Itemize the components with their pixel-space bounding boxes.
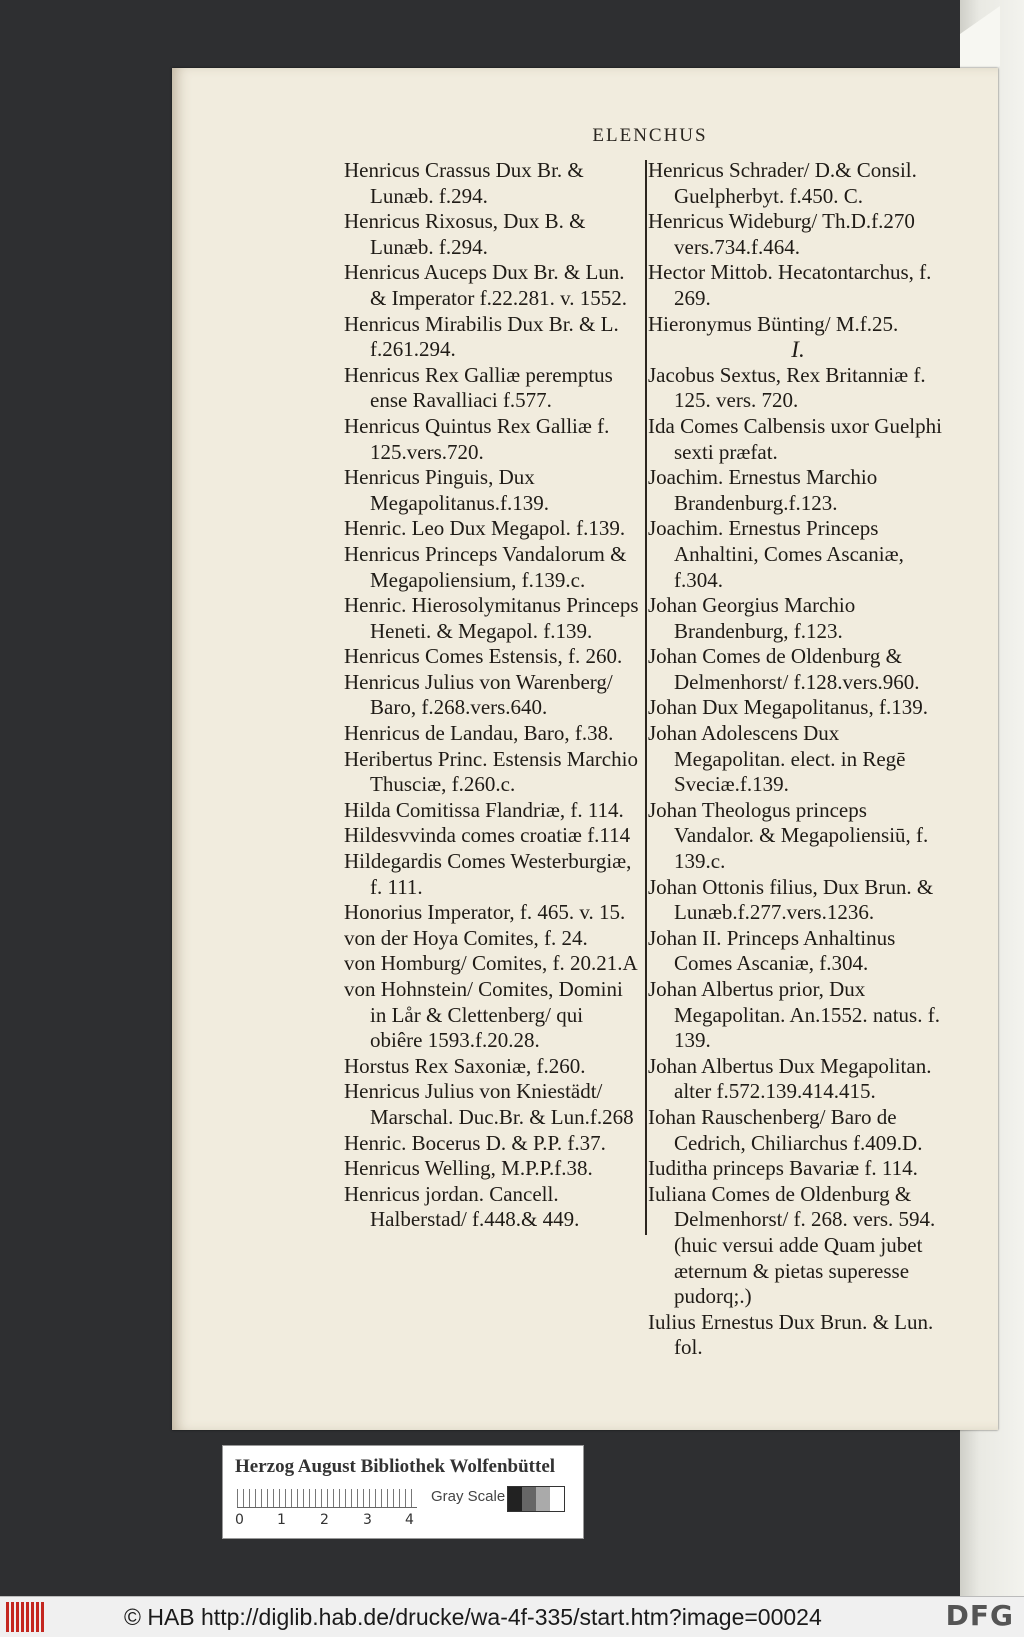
index-entry: Johan Dux Megapolitanus, f.139. — [648, 695, 928, 720]
index-entry: Johan Theologus princeps Vandalor. & Megapoliensiū, f. 139.c. — [648, 797, 929, 874]
index-letter-heading: I. — [791, 337, 805, 363]
index-entry: Heribertus Princ. Estensis Marchio Thusciæ, f.260.c. — [344, 746, 638, 797]
source-url[interactable]: © HAB http://diglib.hab.de/drucke/wa-4f-335/start.htm?image=00024 — [124, 1603, 822, 1630]
ruler-number: 0 — [235, 1512, 244, 1528]
index-entry: Johan Comes de Oldenburg & Delmenhorst/ f.128.vers.960. — [648, 644, 920, 694]
index-entry: Honorius Imperator, f. 465. v. 15. — [344, 900, 626, 925]
index-entry: Henricus Mirabilis Dux Br. & L. f.261.294. — [344, 311, 619, 362]
index-entry: Henricus Pinguis, Dux Megapolitanus.f.139. — [344, 465, 550, 515]
gray-swatch — [522, 1487, 536, 1511]
index-entry: Henricus Rex Galliæ peremptus ense Ravalliaci f.577. — [344, 362, 613, 413]
index-entry: Horstus Rex Saxoniæ, f.260. — [344, 1053, 586, 1078]
index-entry: Henricus de Landau, Baro, f.38. — [344, 721, 614, 746]
index-entry: Iulius Ernestus Dux Brun. & Lun. fol. — [648, 1309, 934, 1360]
index-column-right — [648, 158, 948, 1361]
index-entry: Hieronymus Bünting/ M.f.25. — [648, 311, 899, 336]
ruler-number: 2 — [320, 1512, 329, 1528]
index-entry: Henricus Quintus Rex Galliæ f. 125.vers.720. — [344, 413, 610, 464]
viewer-footer-bar — [0, 1596, 1024, 1637]
index-entry: Hildesvvinda comes croatiæ f.114 — [344, 823, 631, 848]
index-entry: Henricus Princeps Vandalorum & Megapoliensium, f.139.c. — [344, 541, 627, 592]
library-color-card — [222, 1445, 584, 1539]
ruler-number: 3 — [363, 1512, 372, 1528]
index-entry: Iuditha princeps Bavariæ f. 114. — [648, 1156, 918, 1181]
gray-scale-label: Gray Scale — [431, 1488, 506, 1505]
gray-scale-swatches — [507, 1486, 565, 1512]
index-entry: Ida Comes Calbensis uxor Guelphi sexti præfat. — [648, 413, 942, 464]
index-entry: von der Hoya Comites, f. 24. — [344, 925, 588, 950]
index-entry: Henric. Leo Dux Megapol. f.139. — [344, 516, 626, 541]
barcode-icon — [6, 1602, 46, 1632]
index-entry: Jacobus Sextus, Rex Britanniæ f. 125. vers. 720. — [648, 362, 926, 413]
gray-swatch — [536, 1487, 550, 1511]
index-entry: Iuliana Comes de Oldenburg & Delmenhorst/ f. 268. vers. 594. (huic versui adde Quam jubet æternum & pietas superesse pudorq;.) — [648, 1181, 936, 1309]
ruler-number: 4 — [405, 1512, 414, 1528]
index-entry: Hector Mittob. Hecatontarchus, f. 269. — [648, 260, 932, 310]
index-entry: Hildegardis Comes Westerburgiæ, f. 111. — [344, 849, 632, 899]
index-entry: Joachim. Ernestus Princeps Anhaltini, Comes Ascaniæ, f.304. — [648, 516, 904, 592]
index-entry: Henric. Hierosolymitanus Princeps Heneti. & Megapol. f.139. — [344, 593, 639, 643]
index-entry: Iohan Rauschenberg/ Baro de Cedrich, Chiliarchus f.409.D. — [648, 1104, 923, 1155]
index-entry: Henricus Auceps Dux Br. & Lun. & Imperator f.22.281. v. 1552. — [344, 260, 628, 310]
dfg-logo: DFG — [945, 1599, 1014, 1632]
index-column-left — [344, 158, 640, 1233]
index-entry: Henricus Julius von Kniestädt/ Marschal. Duc.Br. & Lun.f.268 — [344, 1079, 634, 1129]
index-entry: Henricus Rixosus, Dux B. & Lunæb. f.294. — [344, 209, 586, 259]
index-entry: Johan Ottonis filius, Dux Brun. & Lunæb.f.277.vers.1236. — [648, 874, 934, 925]
index-entry: Johan Albertus Dux Megapolitan. alter f.572.139.414.415. — [648, 1053, 932, 1104]
index-entry: Henricus Julius von Warenberg/ Baro, f.268.vers.640. — [344, 669, 613, 720]
index-entry: Johan Albertus prior, Dux Megapolitan. An.1552. natus. f. 139. — [648, 977, 940, 1053]
index-entry: Henricus jordan. Cancell. Halberstad/ f.448.& 449. — [344, 1181, 580, 1232]
ruler-number: 1 — [277, 1512, 286, 1528]
library-name: Herzog August Bibliothek Wolfenbüttel — [235, 1456, 556, 1477]
index-entry: Henric. Bocerus D. & P.P. f.37. — [344, 1130, 606, 1155]
gray-swatch — [550, 1487, 564, 1511]
index-entry: Henricus Welling, M.P.P.f.38. — [344, 1156, 593, 1181]
index-entry: Henricus Comes Estensis, f. 260. — [344, 644, 623, 669]
column-divider — [645, 160, 647, 1235]
scale-ruler — [237, 1489, 417, 1508]
index-entry: Johan II. Princeps Anhaltinus Comes Ascaniæ, f.304. — [648, 925, 896, 976]
index-entry: Johan Adolescens Dux Megapolitan. elect. in Regē Sveciæ.f.139. — [648, 721, 906, 797]
index-entry: Johan Georgius Marchio Brandenburg, f.123. — [648, 593, 856, 643]
index-entry: Joachim. Ernestus Marchio Brandenburg.f.123. — [648, 465, 878, 515]
index-entry: Henricus Schrader/ D.& Consil. Guelpherbyt. f.450. C. — [648, 158, 917, 208]
index-entry: Henricus Wideburg/ Th.D.f.270 vers.734.f.464. — [648, 209, 915, 259]
index-entry: von Homburg/ Comites, f. 20.21.A — [344, 951, 638, 976]
index-entry: Henricus Crassus Dux Br. & Lunæb. f.294. — [344, 158, 584, 208]
gray-swatch — [508, 1487, 522, 1511]
index-entry: von Hohnstein/ Comites, Domini in Lår & Clettenberg/ qui obiêre 1593.f.20.28. — [344, 977, 623, 1053]
page-header: ELENCHUS — [592, 125, 708, 146]
index-entry: Hilda Comitissa Flandriæ, f. 114. — [344, 797, 624, 822]
